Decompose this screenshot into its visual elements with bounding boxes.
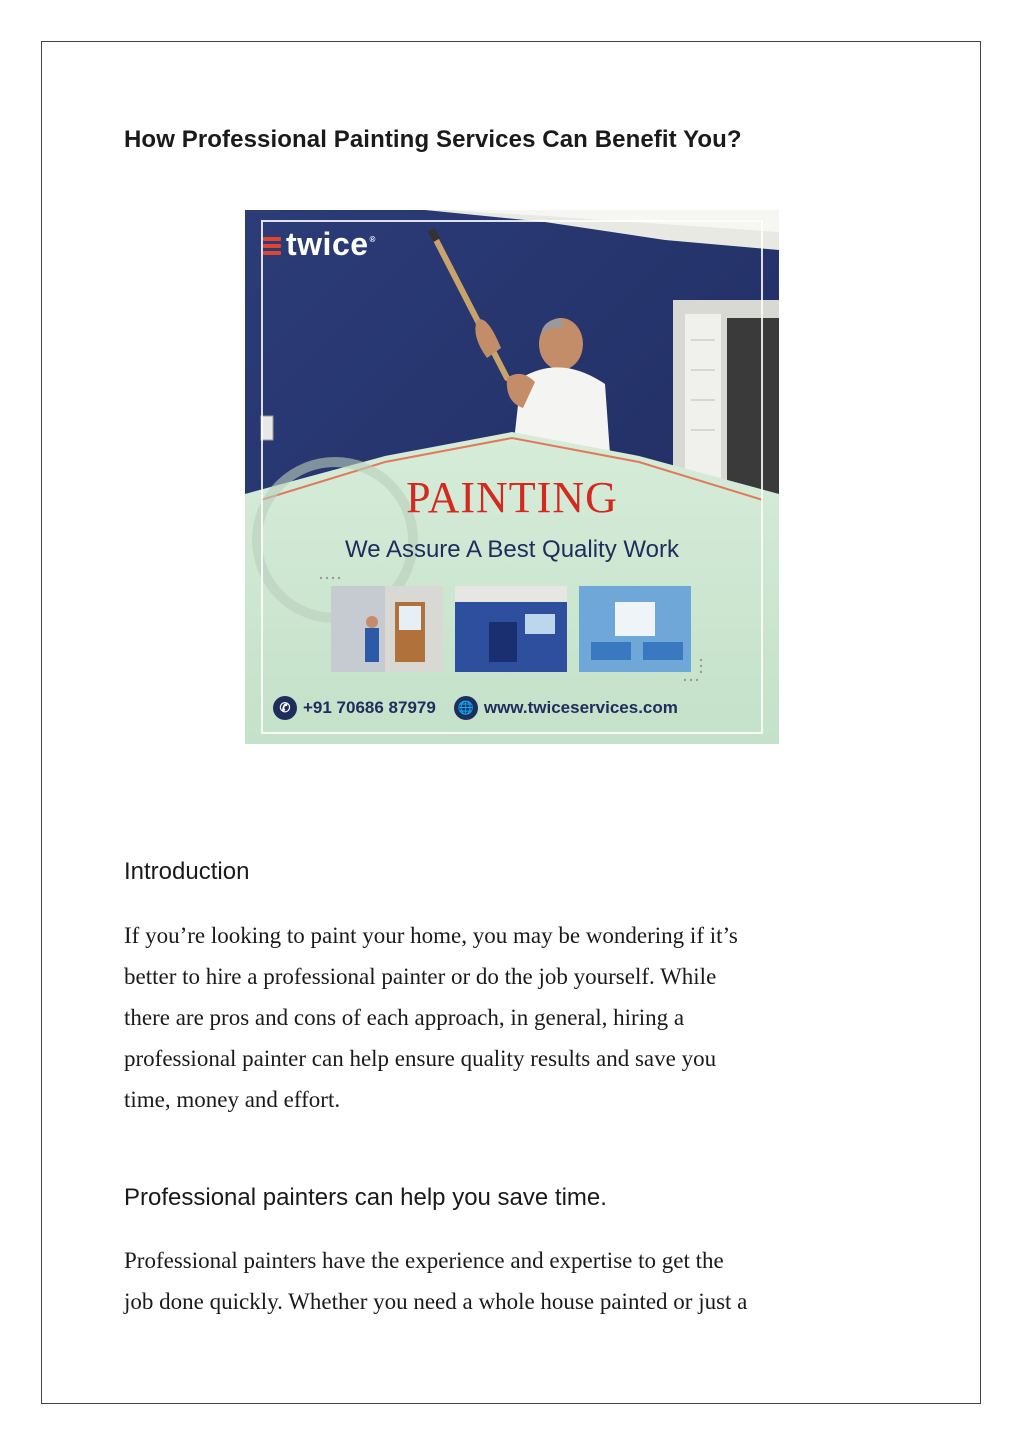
phone-icon: ✆ <box>273 696 297 720</box>
banner-contact-row <box>273 696 678 720</box>
brand-name: twice <box>286 226 369 262</box>
section-heading-introduction: Introduction <box>124 858 250 885</box>
paragraph-line: time, money and effort. <box>124 1087 341 1112</box>
document-title: How Professional Painting Services Can Benefit You? <box>124 126 742 153</box>
paragraph-line: professional painter can help ensure quality results and save you <box>124 1046 717 1071</box>
banner-website: www.twiceservices.com <box>483 698 678 717</box>
section-paragraph-save-time <box>124 1240 914 1322</box>
banner-tagline: We Assure A Best Quality Work <box>345 536 679 563</box>
brand-logo <box>263 226 376 263</box>
banner-phone: +91 70686 87979 <box>303 698 436 717</box>
section-paragraph-introduction <box>124 915 914 1120</box>
paragraph-line: better to hire a professional painter or do the job yourself. While <box>124 964 717 989</box>
paragraph-line: Professional painters have the experience and expertise to get the <box>124 1248 724 1273</box>
paragraph-line: there are pros and cons of each approach, in general, hiring a <box>124 1005 685 1030</box>
brand-trademark: ® <box>369 235 376 244</box>
banner-image <box>245 210 779 744</box>
page-frame <box>41 41 981 1404</box>
paragraph-line: If you’re looking to paint your home, you may be wondering if it’s <box>124 923 738 948</box>
paragraph-line: job done quickly. Whether you need a whole house painted or just a <box>124 1289 748 1314</box>
section-heading-save-time: Professional painters can help you save time. <box>124 1184 607 1211</box>
brand-mark-icon <box>263 235 283 255</box>
globe-icon: 🌐 <box>454 696 478 720</box>
banner-headline: PAINTING <box>406 473 618 522</box>
